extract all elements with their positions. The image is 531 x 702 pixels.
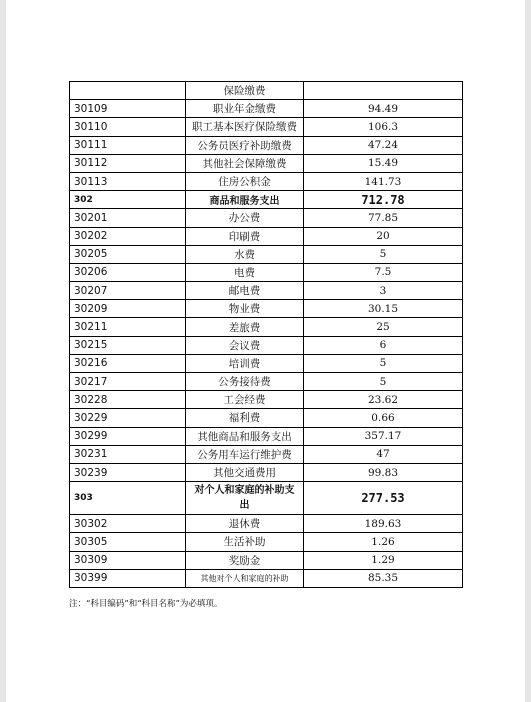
subject-name: 住房公积金: [186, 172, 304, 190]
footnote: 注：“科目编码”和“科目名称”为必填项。: [69, 599, 223, 609]
amount: 5: [304, 373, 463, 391]
subject-code: 30205: [70, 245, 186, 263]
amount: 47: [304, 445, 463, 463]
subject-name: 退休费: [186, 515, 304, 533]
subject-name: 公务员医疗补助缴费: [186, 136, 304, 154]
subject-code: 30215: [70, 336, 186, 354]
amount: 99.83: [304, 463, 463, 481]
amount: 47.24: [304, 136, 463, 154]
amount: 7.5: [304, 263, 463, 281]
subject-name: 商品和服务支出: [186, 191, 304, 209]
table-row: [70, 154, 463, 172]
amount: 77.85: [304, 209, 463, 227]
table-row: [70, 300, 463, 318]
subject-code: 30239: [70, 463, 186, 481]
subject-name: 其他对个人和家庭的补助: [186, 569, 304, 587]
subject-code: 30231: [70, 445, 186, 463]
amount: 25: [304, 318, 463, 336]
subject-name: 水费: [186, 245, 304, 263]
subject-code: 30202: [70, 227, 186, 245]
subject-name: 会议费: [186, 336, 304, 354]
subject-name: 对个人和家庭的补助支出: [186, 482, 304, 515]
amount: 189.63: [304, 515, 463, 533]
amount: 1.26: [304, 533, 463, 551]
subject-code: 30399: [70, 569, 186, 587]
table-row: [70, 373, 463, 391]
subject-name: 物业费: [186, 300, 304, 318]
subject-name: 公务用车运行维护费: [186, 445, 304, 463]
subject-name: 生活补助: [186, 533, 304, 551]
amount: 5: [304, 245, 463, 263]
table-row: [70, 409, 463, 427]
table-row: [70, 209, 463, 227]
subject-name: 培训费: [186, 354, 304, 372]
amount: 357.17: [304, 427, 463, 445]
subject-name: 差旅费: [186, 318, 304, 336]
amount: 712.78: [304, 191, 463, 209]
subject-name: 职业年金缴费: [186, 100, 304, 118]
subject-code: 30211: [70, 318, 186, 336]
amount: 15.49: [304, 154, 463, 172]
table-row: [70, 391, 463, 409]
table-row: [70, 282, 463, 300]
table-row: [70, 245, 463, 263]
subject-name: 其他商品和服务支出: [186, 427, 304, 445]
subject-code: 30113: [70, 172, 186, 190]
table-row: [70, 82, 463, 100]
subject-code: 30216: [70, 354, 186, 372]
table-row: [70, 463, 463, 481]
amount: 20: [304, 227, 463, 245]
table-row: [70, 172, 463, 190]
table-row: [70, 336, 463, 354]
subject-code: 30109: [70, 100, 186, 118]
subject-name: 工会经费: [186, 391, 304, 409]
amount: 0.66: [304, 409, 463, 427]
amount: 85.35: [304, 569, 463, 587]
amount: 30.15: [304, 300, 463, 318]
subject-code: 30302: [70, 515, 186, 533]
amount: 1.29: [304, 551, 463, 569]
table-row: [70, 354, 463, 372]
subject-code: 30206: [70, 263, 186, 281]
subject-code: 303: [70, 482, 186, 515]
document-page: [6, 0, 525, 702]
subject-name: 印刷费: [186, 227, 304, 245]
subject-name: 其他交通费用: [186, 463, 304, 481]
subject-name: 福利费: [186, 409, 304, 427]
subject-name: 奖励金: [186, 551, 304, 569]
subject-name: 办公费: [186, 209, 304, 227]
table-row: [70, 100, 463, 118]
subject-code: 30217: [70, 373, 186, 391]
subject-code: 30207: [70, 282, 186, 300]
subject-code: 30201: [70, 209, 186, 227]
subject-code: 30299: [70, 427, 186, 445]
table-row: [70, 118, 463, 136]
subject-code: 30229: [70, 409, 186, 427]
subject-code: 30309: [70, 551, 186, 569]
subject-code: 30110: [70, 118, 186, 136]
amount: 3: [304, 282, 463, 300]
table-row: [70, 445, 463, 463]
table-row: [70, 515, 463, 533]
subject-name: 其他社会保障缴费: [186, 154, 304, 172]
amount: 141.73: [304, 172, 463, 190]
amount: 106.3: [304, 118, 463, 136]
subtotal-row: [70, 482, 463, 515]
table-row: [70, 136, 463, 154]
amount: [304, 82, 463, 100]
subject-code: 30209: [70, 300, 186, 318]
amount: 94.49: [304, 100, 463, 118]
subject-name: 公务接待费: [186, 373, 304, 391]
subject-code: 30228: [70, 391, 186, 409]
subject-code: 30112: [70, 154, 186, 172]
subject-code: [70, 82, 186, 100]
amount: 5: [304, 354, 463, 372]
subject-name: 电费: [186, 263, 304, 281]
subject-name: 邮电费: [186, 282, 304, 300]
table-row: [70, 263, 463, 281]
amount: 6: [304, 336, 463, 354]
table-row: [70, 318, 463, 336]
subject-code: 30111: [70, 136, 186, 154]
subject-name: 保险缴费: [186, 82, 304, 100]
budget-table: [69, 81, 463, 588]
table-row: [70, 569, 463, 587]
table-row: [70, 427, 463, 445]
subject-code: 30305: [70, 533, 186, 551]
subject-name: 职工基本医疗保险缴费: [186, 118, 304, 136]
table-row: [70, 227, 463, 245]
amount: 277.53: [304, 482, 463, 515]
table-row: [70, 533, 463, 551]
subtotal-row: [70, 191, 463, 209]
subject-code: 302: [70, 191, 186, 209]
amount: 23.62: [304, 391, 463, 409]
table-row: [70, 551, 463, 569]
